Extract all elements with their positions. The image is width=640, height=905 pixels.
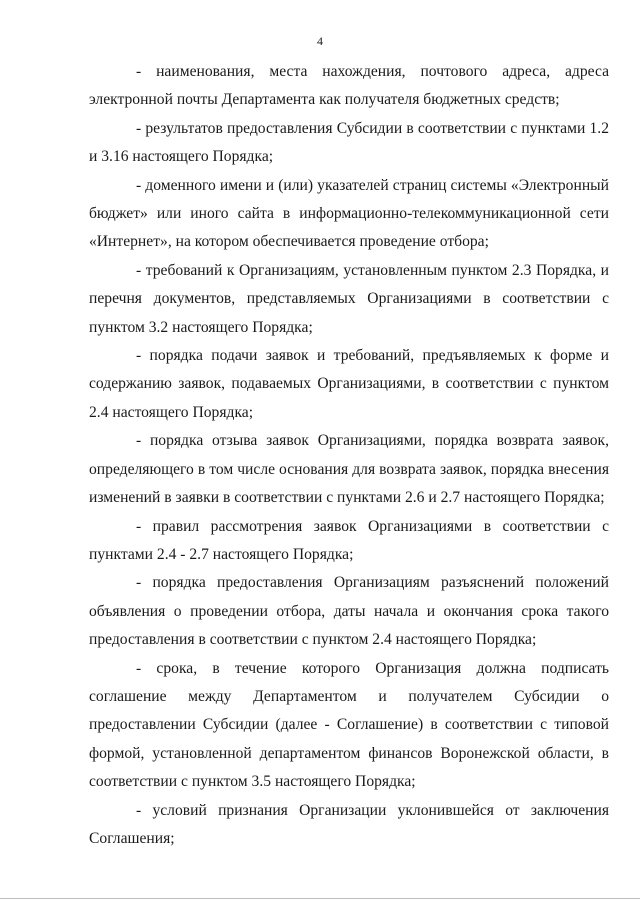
list-item-recipient-details: - наименования, места нахождения, почтового адреса, адреса электронной почты Департамента как получателя бюджетных средств; (89, 63, 609, 109)
list-item-organization-requirements: - требований к Организациям, установленным пунктом 2.3 Порядка, и перечня документов, представляемых Организациями в соответствии с пунктом 3.2 настоящего Порядка; (89, 261, 609, 336)
list-item-application-procedure: - порядка подачи заявок и требований, предъявляемых к форме и содержанию заявок, подаваемых Организациями, в соответствии с пунктом 2.4 настоящего Порядка; (89, 347, 609, 421)
bottom-rule (0, 898, 640, 899)
document-body (89, 58, 609, 853)
list-item-subsidy-results: - результатов предоставления Субсидии в соответствии с пунктами 1.2 и 3.16 настоящего Порядка; (89, 119, 609, 166)
list-item-agreement-deadline: - срока, в течение которого Организация должна подписать соглашение между Департаментом и получателем Субсидии о предоставлении Субсидии (далее - Соглашение) в соответствии с типовой формой, установленной департаментом финансов Воронежской области, в соответствии с пунктом 3.5 настоящего Порядка; (89, 659, 609, 791)
list-item-domain-name: - доменного имени и (или) указателей страниц системы «Электронный бюджет» или иного сайта в информационно-телекоммуникационной сети «Интернет», на котором обеспечивается проведение отбора; (89, 176, 609, 251)
list-item-clarifications: - порядка предоставления Организациям разъяснений положений объявления о проведении отбора, даты начала и окончания срока такого предоставления в соответствии с пунктом 2.4 настоящего Порядка; (89, 574, 609, 649)
list-item-evasion-conditions: - условий признания Организации уклонившейся от заключения Соглашения; (89, 801, 609, 847)
list-item-application-withdrawal: - порядка отзыва заявок Организациями, порядка возврата заявок, определяющего в том числе основания для возврата заявок, порядка внесения изменений в заявки в соответствии с пунктами 2.6 и 2.7 настоящего Порядка; (89, 432, 609, 507)
list-item-review-rules: - правил рассмотрения заявок Организациями в соответствии с пунктами 2.4 - 2.7 настоящего Порядка; (89, 517, 609, 563)
page-number: 4 (317, 34, 323, 48)
